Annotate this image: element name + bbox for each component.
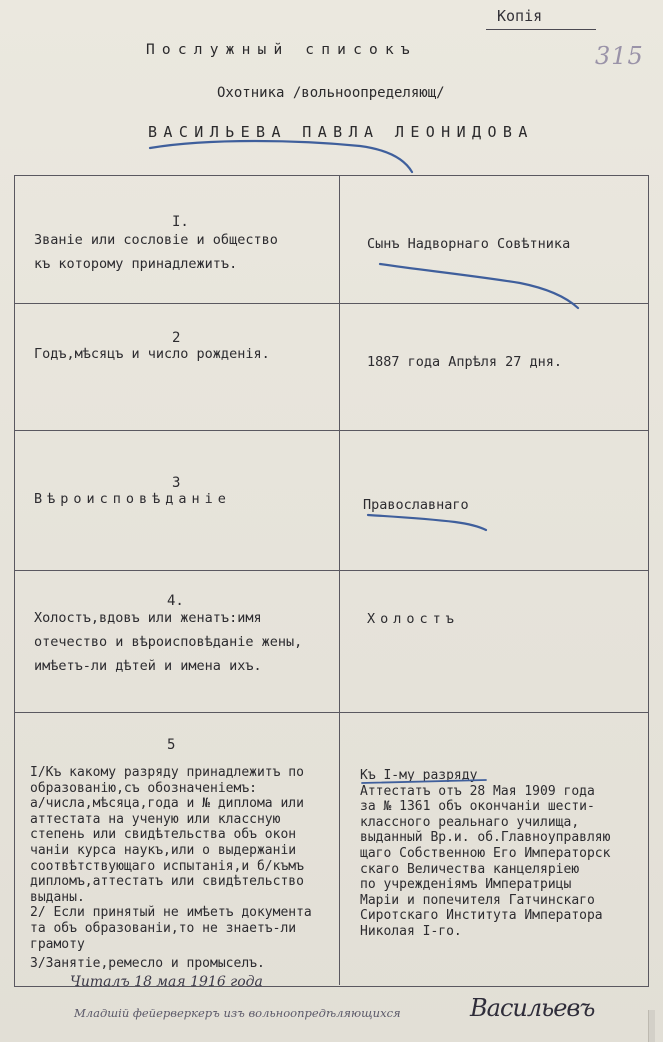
rank-note-handwriting: Младшій фейерверкеръ изъ вольноопредѣляющихся xyxy=(74,1006,401,1020)
question-line: Годъ,мѣсяцъ и число рожденія. xyxy=(34,346,270,362)
row-number: 3 xyxy=(172,475,181,491)
row-divider xyxy=(14,303,649,304)
question-line: Званіе или сословіе и общество xyxy=(34,232,278,248)
answer-line: выданный Вр.и. об.Главноуправляю xyxy=(360,830,611,846)
question-line: выданы. xyxy=(30,889,85,905)
answer-line: Аттестатъ отъ 28 Мая 1909 года xyxy=(360,783,595,799)
read-note-handwriting: Читалъ 18 мая 1916 года xyxy=(70,974,263,990)
answer-line: классного реальнаго училища, xyxy=(360,814,580,830)
row-answer xyxy=(363,493,469,517)
question-line: степень или свидѣтельства объ окон xyxy=(30,827,297,843)
question-line: Вѣроисповѣданіе xyxy=(34,491,231,507)
table-column-divider xyxy=(339,175,340,985)
row-number: I. xyxy=(172,214,189,230)
row-question xyxy=(34,606,302,678)
answer-line: по учрежденіямъ Императрицы xyxy=(360,877,572,893)
row-answer xyxy=(367,350,562,374)
row-question xyxy=(30,765,312,972)
signature: Васильевъ xyxy=(470,994,595,1022)
row-divider xyxy=(14,430,649,431)
row-answer xyxy=(360,768,610,940)
answer-line: Сиротскаго Института Императора xyxy=(360,908,603,924)
answer-line: Сынъ Надворнаго Совѣтника xyxy=(367,236,571,252)
answer-line: Николая I-го. xyxy=(360,923,462,939)
question-line: 3/Занятіе,ремесло и промыселъ. xyxy=(30,956,265,972)
row-divider xyxy=(14,570,649,571)
row-number: 5 xyxy=(167,737,176,753)
question-line: соотвѣтствующаго испытанія,и б/къмъ xyxy=(30,858,304,874)
question-line: имѣетъ-ли дѣтей и имена ихъ. xyxy=(34,658,262,674)
question-line: I/Къ какому разряду принадлежитъ по xyxy=(30,765,304,780)
answer-line: за № 1361 объ окончаніи шести- xyxy=(360,799,595,815)
row-question xyxy=(34,342,270,366)
row-divider xyxy=(14,712,649,713)
copy-stamp: Копія xyxy=(497,7,543,25)
question-line: дипломъ,аттестатъ или свидѣтельство xyxy=(30,874,304,890)
answer-line: Къ I-му разряду xyxy=(360,768,478,783)
answer-line: Маріи и попечителя Гатчинскаго xyxy=(360,892,595,908)
copy-underline xyxy=(486,29,596,30)
row-answer xyxy=(367,232,570,256)
question-line: 2/ Если принятый не имѣетъ документа xyxy=(30,905,312,921)
question-line: та объ образованіи,то не знаетъ-ли xyxy=(30,920,297,936)
question-line: а/числа,мѣсяца,года и № диплома или xyxy=(30,796,304,812)
question-line: грамоту xyxy=(30,936,85,952)
answer-line: 1887 года Апрѣля 27 дня. xyxy=(367,354,563,370)
archive-page-number: 315 xyxy=(595,42,644,70)
question-line: образованію,съ обозначеніемъ: xyxy=(30,780,257,796)
question-line: аттестата на ученую или классную xyxy=(30,811,281,827)
answer-line: щаго Собственною Его Императорск xyxy=(360,845,611,861)
document-title: Послужный списокъ xyxy=(146,42,417,58)
row-question xyxy=(34,487,231,511)
name-underline-mark xyxy=(150,141,412,172)
row-number: 2 xyxy=(172,330,181,346)
document-subtitle: Охотника /вольноопределяющ/ xyxy=(217,85,445,101)
answer-line: Холостъ xyxy=(367,611,459,627)
question-line: Холостъ,вдовъ или женатъ:имя xyxy=(34,610,262,626)
answer-line: скаго Величества канцеляріею xyxy=(360,861,580,877)
row-number: 4. xyxy=(167,593,184,609)
question-line: къ которому принадлежитъ. xyxy=(34,256,238,272)
row-question xyxy=(34,228,278,276)
answer-line: Православнаго xyxy=(363,497,469,513)
person-name: ВАСИЛЬЕВА ПАВЛА ЛЕОНИДОВА xyxy=(148,123,534,141)
page-edge xyxy=(648,1010,655,1042)
question-line: отечество и вѣроисповѣданіе жены, xyxy=(34,634,303,650)
row-answer xyxy=(367,607,459,631)
question-line: чаніи курса наукъ,или о выдержаніи xyxy=(30,842,297,858)
